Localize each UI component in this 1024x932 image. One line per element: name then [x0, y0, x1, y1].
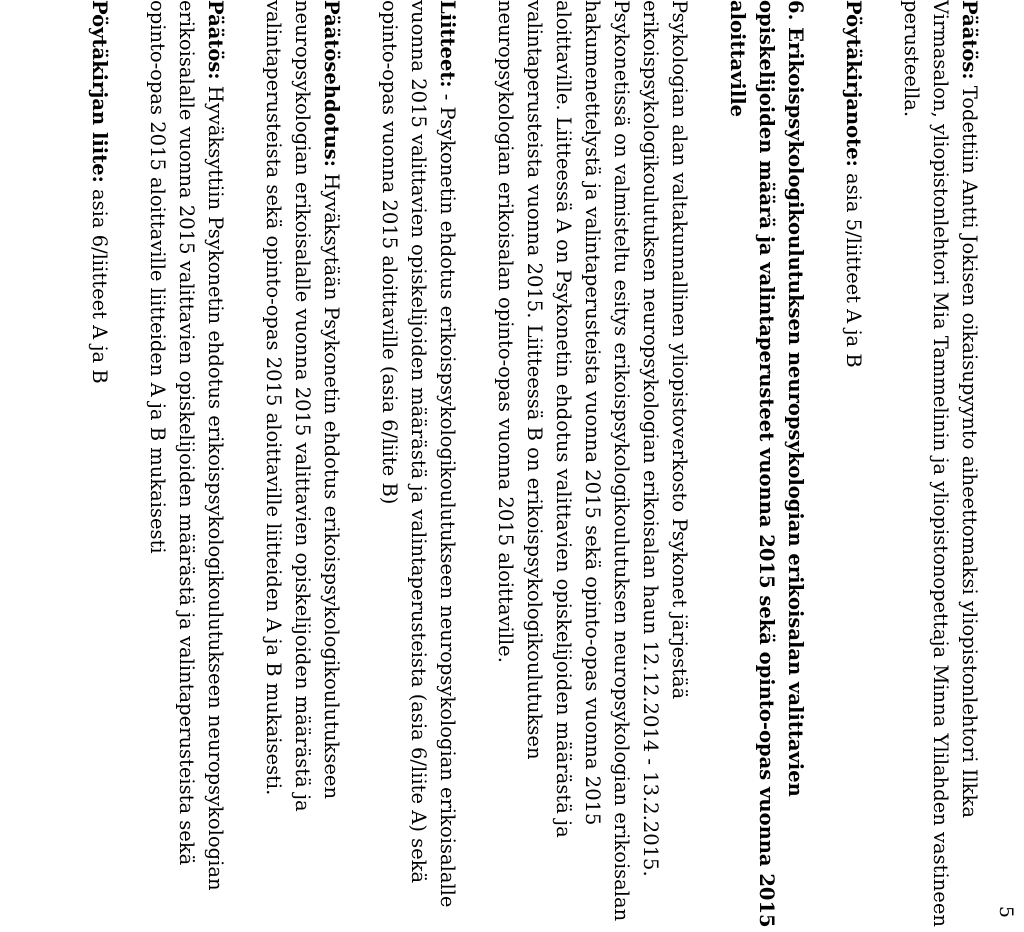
- section6-body: Psykologian alan valtakunnallinen yliopistoverkosto Psykonet järjestää erikoispsykologikoulutuksen neuropsykologian erikoisalan haun 12.12.2014 - 13.2.2015. Psykonetissä on valmisteltu esitys erikoispsykologikoulutuksen neuropsykologian erikoisalan hakumenettelystä ja valintaperusteista vuonna 2015 sekä opinto-opas vuonna 2015 aloittaville. Liitteessä A on Psykonetin ehdotus valittavien opiskelijoiden määrästä ja valintaperusteista vuonna 2015. Liitteessä B on erikoispsykologikoulutuksen neuropsykologian erikoisalan opinto-opas vuonna 2015 aloittaville.: [494, 0, 691, 922]
- section6-attachments: [375, 0, 462, 930]
- section6-appendix: [85, 0, 114, 930]
- section6-proposal: [259, 0, 346, 930]
- section6-appendix-label: Pöytäkirjan liite:: [88, 0, 111, 183]
- section6-attachments-text: - Psykonetin ehdotus erikoispsykologikoulutukseen neuropsykologian erikoisalalle vuonna 2015 valittavien opiskelijoiden määrästä ja valintaperusteista (asia 6/liite A) sekä opinto-opas vuonna 2015 aloittaville (asia 6/liite B): [378, 0, 459, 908]
- section6-attachments-label: Liitteet:: [436, 0, 459, 88]
- section6-appendix-text: asia 6/liitteet A ja B: [88, 182, 111, 384]
- section6-decision-text: Hyväksyttiin Psykonetin ehdotus erikoispsykologikoulutukseen neuropsykologian erikoisalalle vuonna 2015 valittavien opiskelijoiden määrästä ja valintaperusteista sekä opinto-opas 2015 aloittaville liitteiden A ja B mukaisesti: [146, 0, 227, 891]
- section5-extract-label: Pöytäkirjanote:: [842, 0, 865, 167]
- section6-decision-label: Päätös:: [204, 0, 227, 80]
- section6-proposal-text: Hyväksytään Psykonetin ehdotus erikoispsykologikoulutukseen neuropsykologian erikoisalalle vuonna 2015 valittavien opiskelijoiden määrästä ja valintaperusteista sekä opinto-opas 2015 aloittaville liitteiden A ja B mukaisesti.: [262, 0, 343, 812]
- section5-extract-text: asia 5/liitteet A ja B: [842, 166, 865, 368]
- section6-decision: [143, 0, 230, 930]
- section5-extract: [839, 0, 868, 930]
- page-number: 5: [995, 905, 1017, 918]
- section6-heading-block: [723, 0, 810, 930]
- section6-proposal-label: Päätösehdotus:: [320, 0, 343, 167]
- section6-title: 6. Erikoispsykologikoulutuksen neuropsykologian erikoisalan valittavien opiskelijoiden määrä ja valintaperusteet vuonna 2015 sekä opinto-opas vuonna 2015 aloittaville: [726, 0, 807, 928]
- section5-decision-text: Todettiin Antti Jokisen oikaisupyynto aiheettomaksi yliopistonlehtori Ilkka Virmasalon, yliopistonlehtori Mia Tammelinin ja yliopistonopettaja Minna Ylilahden vastineen perusteella.: [900, 0, 981, 927]
- document-content: [56, 0, 984, 930]
- section5-decision: [897, 0, 984, 930]
- section5-decision-label: Päätös:: [958, 0, 981, 80]
